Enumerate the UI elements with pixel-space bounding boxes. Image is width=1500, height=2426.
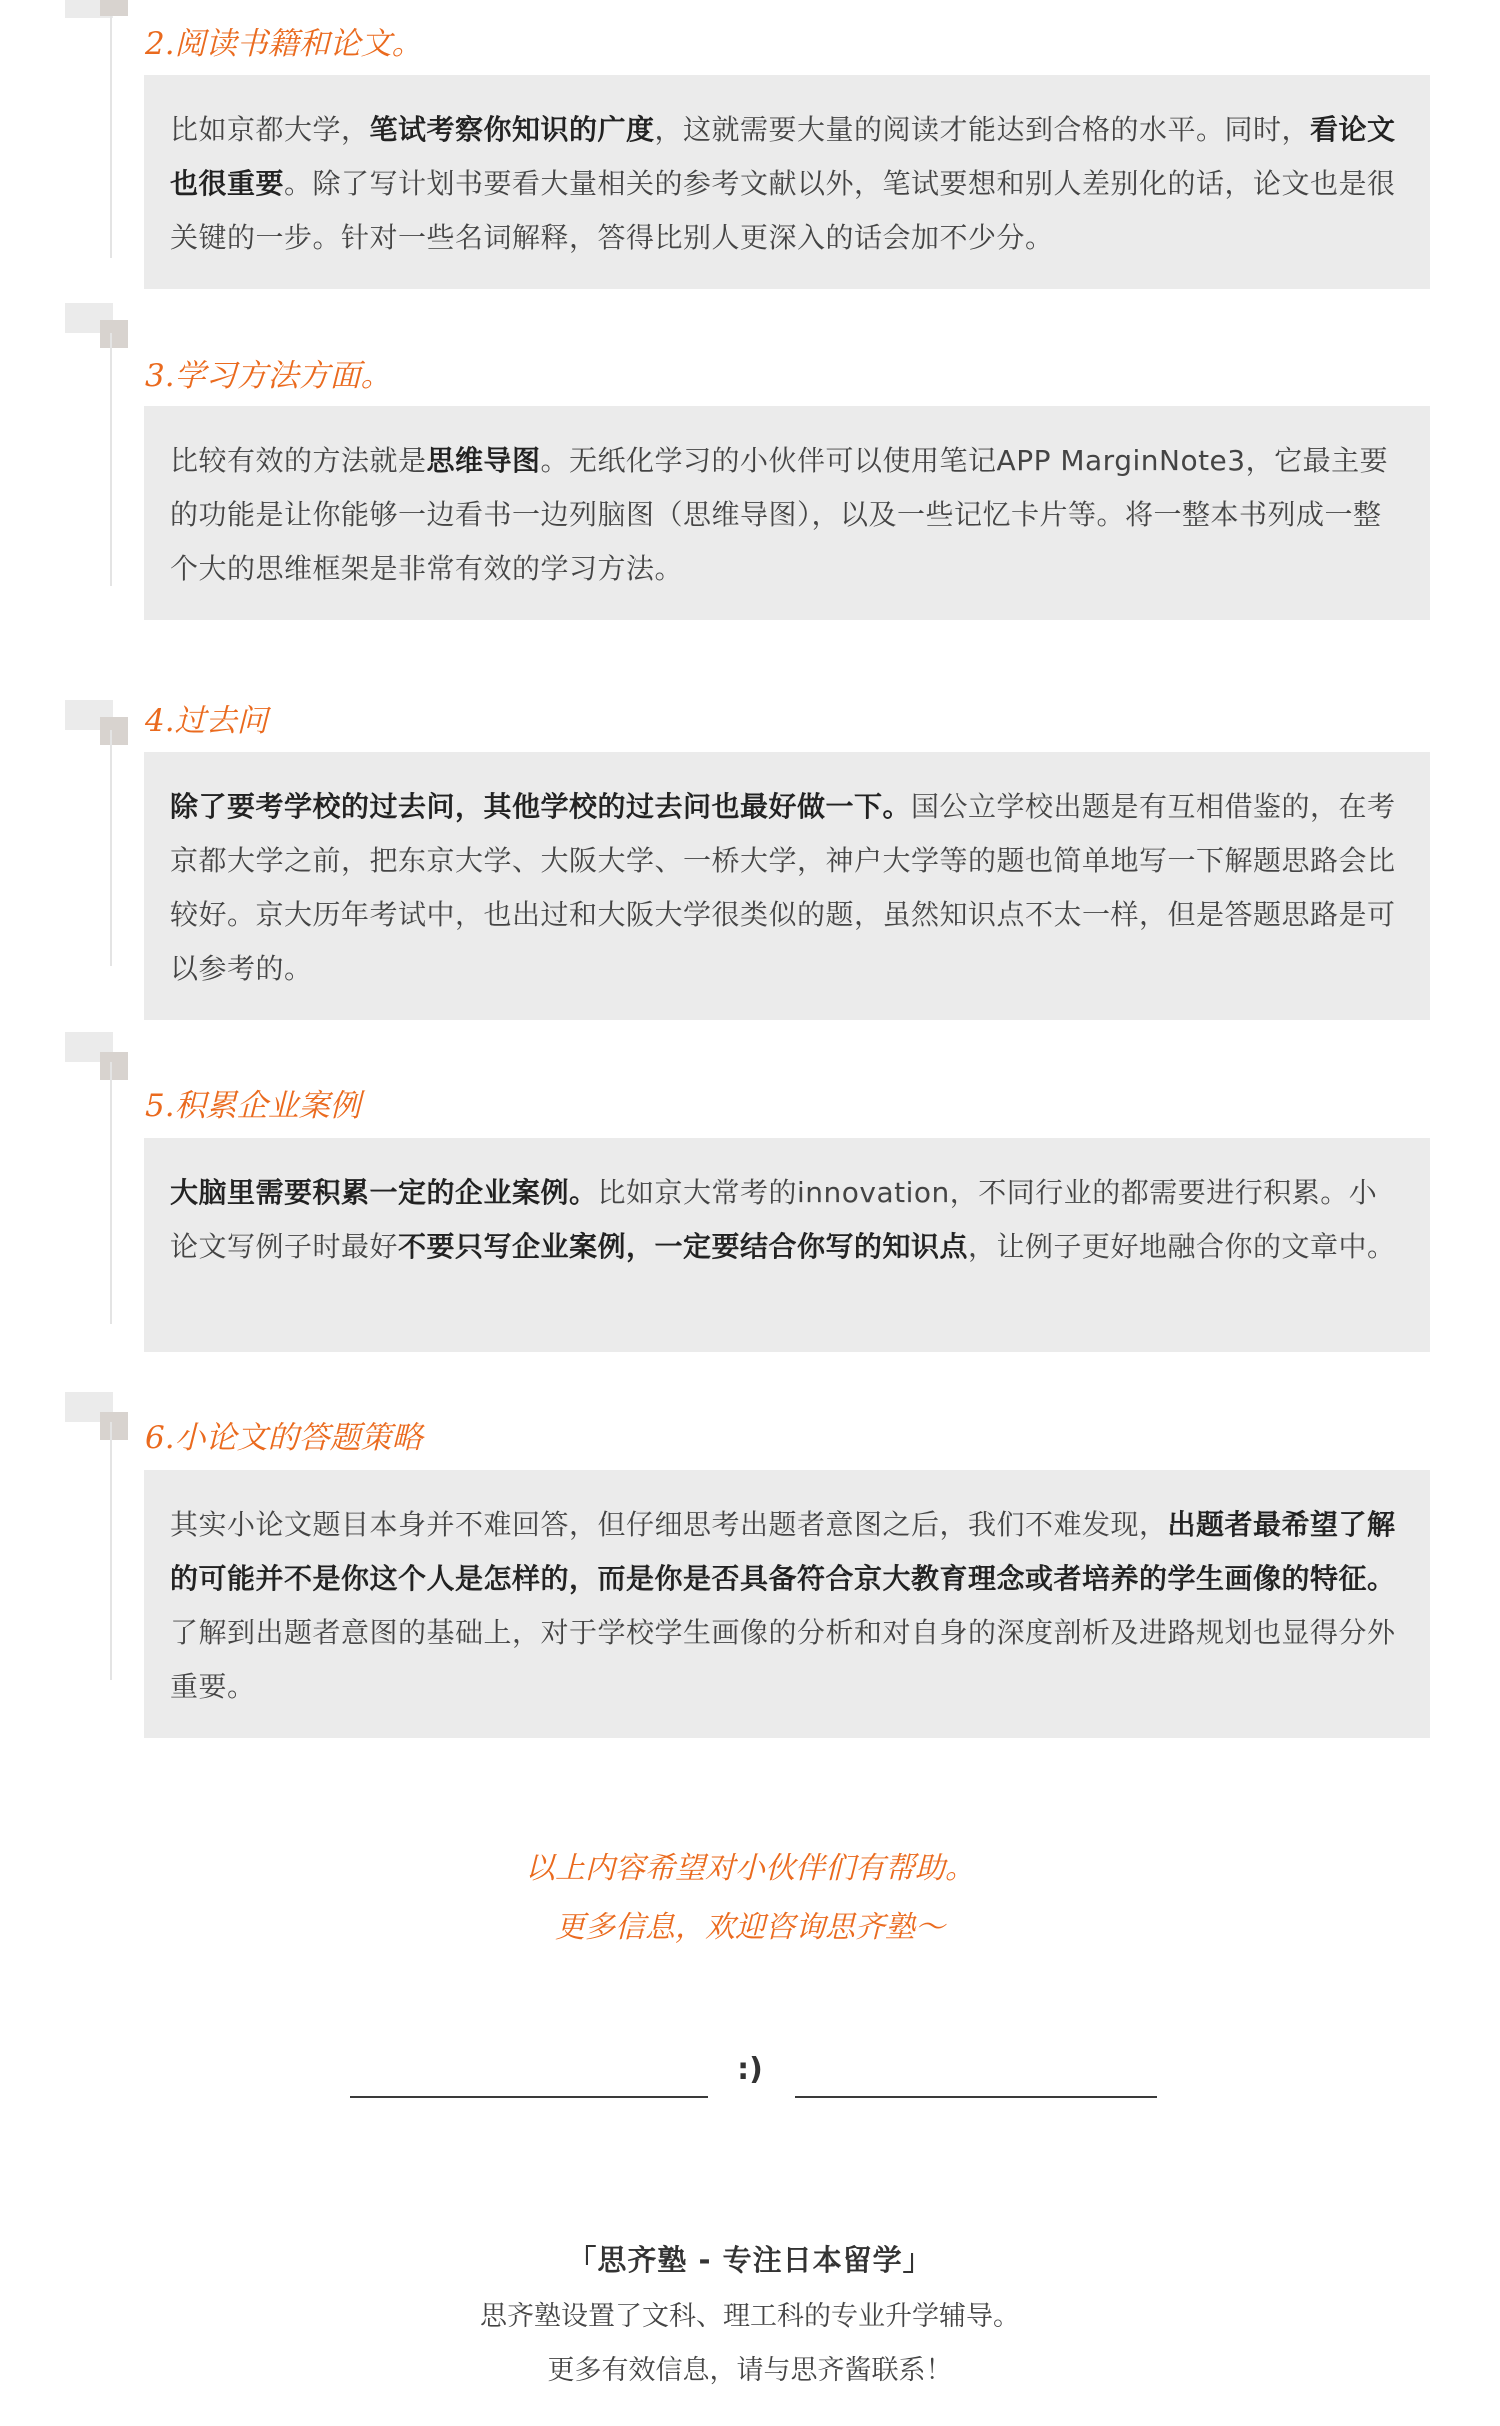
footer-line-2: 更多有效信息，请与思齐酱联系！	[547, 2355, 953, 2386]
closing-line-1: 以上内容希望对小伙伴们有帮助。	[525, 1851, 975, 1886]
emphasis-text: 大脑里需要积累一定的企业案例。	[170, 1176, 598, 1209]
content-box	[144, 752, 1430, 1020]
decorative-square	[100, 1052, 128, 1080]
closing-line-2: 更多信息，欢迎咨询思齐塾～	[555, 1910, 945, 1945]
emphasis-text: 思维导图	[426, 444, 541, 477]
section-heading: 6.小论文的答题策略	[145, 1420, 423, 1456]
section-heading: 2.阅读书籍和论文。	[145, 26, 423, 62]
body-text: ，这就需要大量的阅读才能达到合格的水平。同时，	[654, 113, 1311, 146]
emphasis-text: 不要只写企业案例，一定要结合你写的知识点	[398, 1230, 969, 1263]
body-text: 国公立学校出题是有互相借鉴的，在考京都大学之前，把东京大学、大阪大学、一桥大学，神户大学等的题也简单地写一下解题思路会比较好。京大历年考试中，也出过和大阪大学很类似的题，虽然知识点不太一样，但是答题思路是可以参考的。	[170, 790, 1396, 985]
decorative-square	[100, 1412, 128, 1440]
section-paragraph	[170, 1498, 1396, 1714]
emphasis-text: 除了要考学校的过去问，其他学校的过去问也最好做一下。	[170, 790, 912, 823]
footer-line-1: 思齐塾设置了文科、理工科的专业升学辅导。	[480, 2301, 1020, 2332]
body-text: 比如京都大学，	[170, 113, 370, 146]
timeline-line	[110, 1422, 112, 1680]
section-paragraph	[170, 1166, 1396, 1274]
content-box	[144, 75, 1430, 289]
footer-title: 「思齐塾 - 专注日本留学」	[567, 2243, 933, 2277]
divider-rule-right	[795, 2096, 1157, 2098]
body-text: 其实小论文题目本身并不难回答，但仔细思考出题者意图之后，我们不难发现，	[170, 1508, 1168, 1541]
body-text: 比如京大常考的innovation，不同行业的都需要进行积累。小论文写例子时最好	[170, 1176, 1378, 1263]
section-paragraph	[170, 103, 1396, 265]
emphasis-text: 出题者最希望了解的可能并不是你这个人是怎样的，而是你是否具备符合京大教育理念或者培养的学生画像的特征。	[170, 1508, 1396, 1595]
timeline-line	[110, 333, 112, 586]
body-text: 。除了写计划书要看大量相关的参考文献以外，笔试要想和别人差别化的话，论文也是很关键的一步。针对一些名词解释，答得比别人更深入的话会加不少分。	[170, 167, 1396, 254]
body-text: 。无纸化学习的小伙伴可以使用笔记APP MarginNote3，它最主要的功能是让你能够一边看书一边列脑图（思维导图），以及一些记忆卡片等。将一整本书列成一整个大的思维框架是非常有效的学习方法。	[170, 444, 1389, 585]
decorative-square	[100, 717, 128, 745]
body-text: ，让例子更好地融合你的文章中。	[968, 1230, 1396, 1263]
emphasis-text: 看论文也很重要	[170, 113, 1396, 200]
section-heading: 5.积累企业案例	[145, 1088, 361, 1124]
section-paragraph	[170, 780, 1396, 996]
content-box	[144, 1138, 1430, 1352]
timeline-line	[110, 1062, 112, 1324]
section-paragraph	[170, 434, 1396, 596]
body-text: 比较有效的方法就是	[170, 444, 427, 477]
timeline-line	[110, 730, 112, 966]
section-heading: 3.学习方法方面。	[145, 358, 392, 394]
emphasis-text: 笔试考察你知识的广度	[369, 113, 655, 146]
content-box	[144, 1470, 1430, 1738]
section-heading: 4.过去问	[145, 703, 268, 739]
decorative-square	[100, 0, 128, 16]
decorative-square	[100, 320, 128, 348]
divider-rule-left	[350, 2096, 708, 2098]
body-text: 了解到出题者意图的基础上，对于学校学生画像的分析和对自身的深度剖析及进路规划也显得分外重要。	[170, 1616, 1396, 1703]
content-box	[144, 406, 1430, 620]
timeline-line	[110, 16, 112, 258]
smiley-divider: :)	[737, 2052, 763, 2087]
